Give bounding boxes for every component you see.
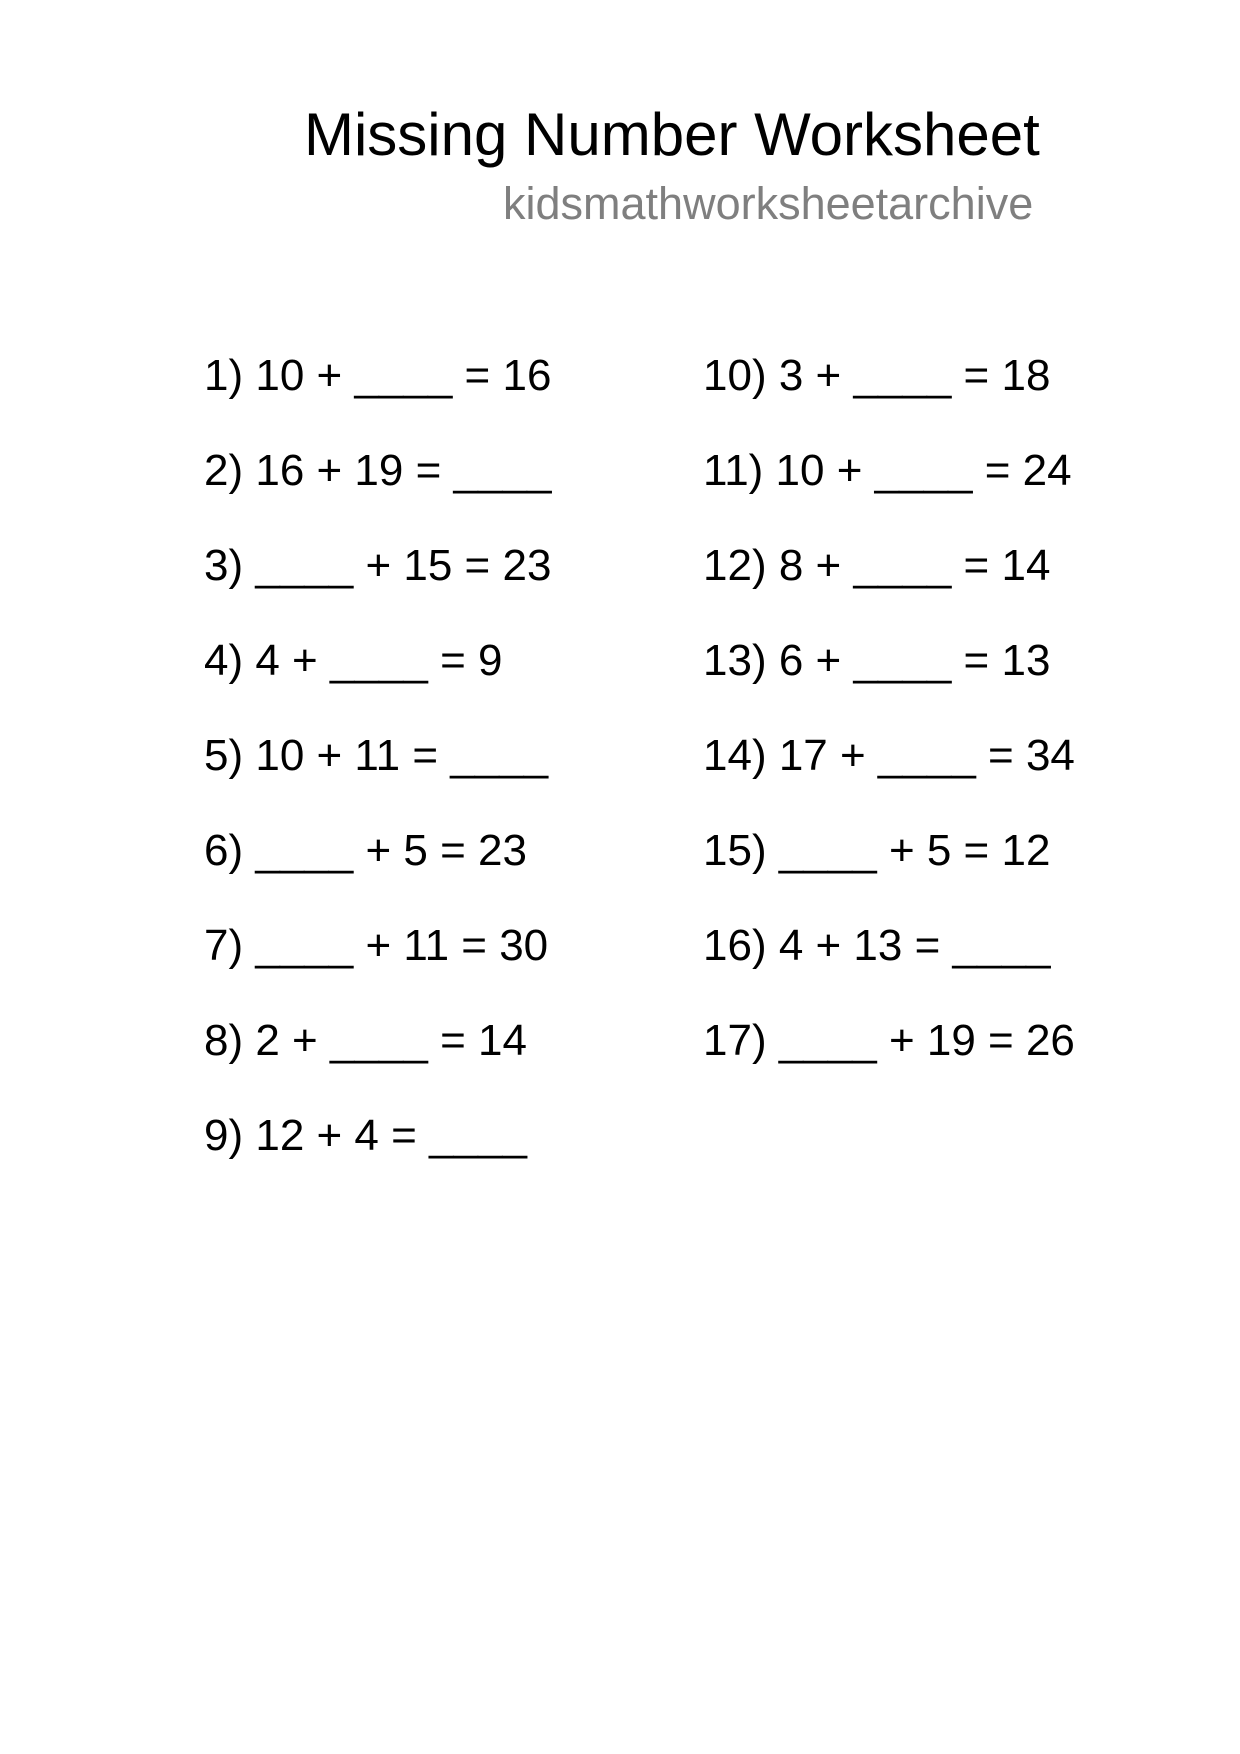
problem-prefix: 12 + 4 =: [243, 1111, 430, 1160]
problem-prefix: 16 + 19 =: [243, 446, 454, 495]
answer-blank[interactable]: ____: [778, 1016, 877, 1065]
problem-suffix: + 5 = 23: [353, 826, 527, 875]
problem-number: 15): [703, 826, 767, 875]
problem-suffix: + 19 = 26: [876, 1016, 1075, 1065]
answer-blank[interactable]: ____: [778, 826, 877, 875]
problem-prefix: 10 +: [763, 446, 875, 495]
problem-number: 9): [204, 1111, 244, 1160]
problem-suffix: = 14: [951, 541, 1051, 590]
problem-8: [204, 1016, 527, 1067]
problem-17: [703, 1016, 1075, 1067]
problem-number: 10): [703, 351, 767, 400]
problem-prefix: 6 +: [766, 636, 854, 685]
problem-number: 3): [204, 541, 244, 590]
answer-blank[interactable]: ____: [952, 921, 1051, 970]
problem-number: 14): [703, 731, 767, 780]
answer-blank[interactable]: ____: [450, 731, 549, 780]
problem-suffix: = 24: [972, 446, 1072, 495]
problem-number: 12): [703, 541, 767, 590]
problem-prefix: 4 +: [243, 636, 330, 685]
problem-11: [703, 446, 1072, 497]
problem-7: [204, 921, 548, 972]
answer-blank[interactable]: ____: [329, 636, 428, 685]
problem-6: [204, 826, 527, 877]
problem-suffix: = 16: [452, 351, 552, 400]
problem-15: [703, 826, 1050, 877]
problem-prefix: 10 +: [243, 351, 355, 400]
problem-prefix: [767, 1016, 779, 1065]
problem-number: 2): [204, 446, 244, 495]
problem-prefix: 3 +: [766, 351, 854, 400]
problem-number: 8): [204, 1016, 244, 1065]
problem-prefix: 10 + 11 =: [243, 731, 451, 780]
problem-16: [703, 921, 1050, 972]
answer-blank[interactable]: ____: [329, 1016, 428, 1065]
problem-number: 13): [703, 636, 767, 685]
problem-number: 16): [703, 921, 767, 970]
answer-blank[interactable]: ____: [853, 351, 952, 400]
worksheet-title: Missing Number Worksheet: [304, 101, 1040, 168]
answer-blank[interactable]: ____: [255, 541, 354, 590]
problem-3: [204, 541, 551, 592]
problem-13: [703, 636, 1050, 687]
problem-prefix: [243, 826, 255, 875]
problem-number: 6): [204, 826, 244, 875]
problem-prefix: 2 +: [243, 1016, 330, 1065]
problem-prefix: 17 +: [766, 731, 878, 780]
answer-blank[interactable]: ____: [874, 446, 973, 495]
problem-number: 5): [204, 731, 244, 780]
problem-prefix: [767, 826, 779, 875]
problem-9: [204, 1111, 527, 1162]
answer-blank[interactable]: ____: [853, 636, 952, 685]
problem-10: [703, 351, 1050, 402]
answer-blank[interactable]: ____: [354, 351, 453, 400]
problem-suffix: = 14: [427, 1016, 527, 1065]
problem-number: 7): [204, 921, 244, 970]
answer-blank[interactable]: ____: [853, 541, 952, 590]
answer-blank[interactable]: ____: [255, 921, 354, 970]
answer-blank[interactable]: ____: [453, 446, 552, 495]
problem-prefix: [243, 921, 255, 970]
problem-prefix: 8 +: [766, 541, 854, 590]
problem-prefix: [243, 541, 255, 590]
answer-blank[interactable]: ____: [429, 1111, 527, 1160]
problem-2: [204, 446, 551, 497]
problem-prefix: 4 + 13 =: [766, 921, 953, 970]
problem-4: [204, 636, 502, 687]
problem-14: [703, 731, 1075, 782]
answer-blank[interactable]: ____: [877, 731, 976, 780]
problem-number: 17): [703, 1016, 767, 1065]
problem-number: 11): [703, 446, 764, 495]
problem-suffix: + 5 = 12: [876, 826, 1051, 875]
worksheet-subtitle: kidsmathworksheetarchive: [503, 178, 1034, 229]
problem-suffix: = 18: [951, 351, 1051, 400]
problem-suffix: = 9: [427, 636, 503, 685]
answer-blank[interactable]: ____: [255, 826, 354, 875]
problem-number: 1): [204, 351, 244, 400]
problem-1: [204, 351, 551, 402]
problem-suffix: = 13: [951, 636, 1051, 685]
problem-suffix: + 11 = 30: [353, 921, 549, 970]
problem-suffix: + 15 = 23: [353, 541, 552, 590]
problem-12: [703, 541, 1050, 592]
problem-number: 4): [204, 636, 244, 685]
problem-5: [204, 731, 548, 782]
problem-suffix: = 34: [975, 731, 1075, 780]
